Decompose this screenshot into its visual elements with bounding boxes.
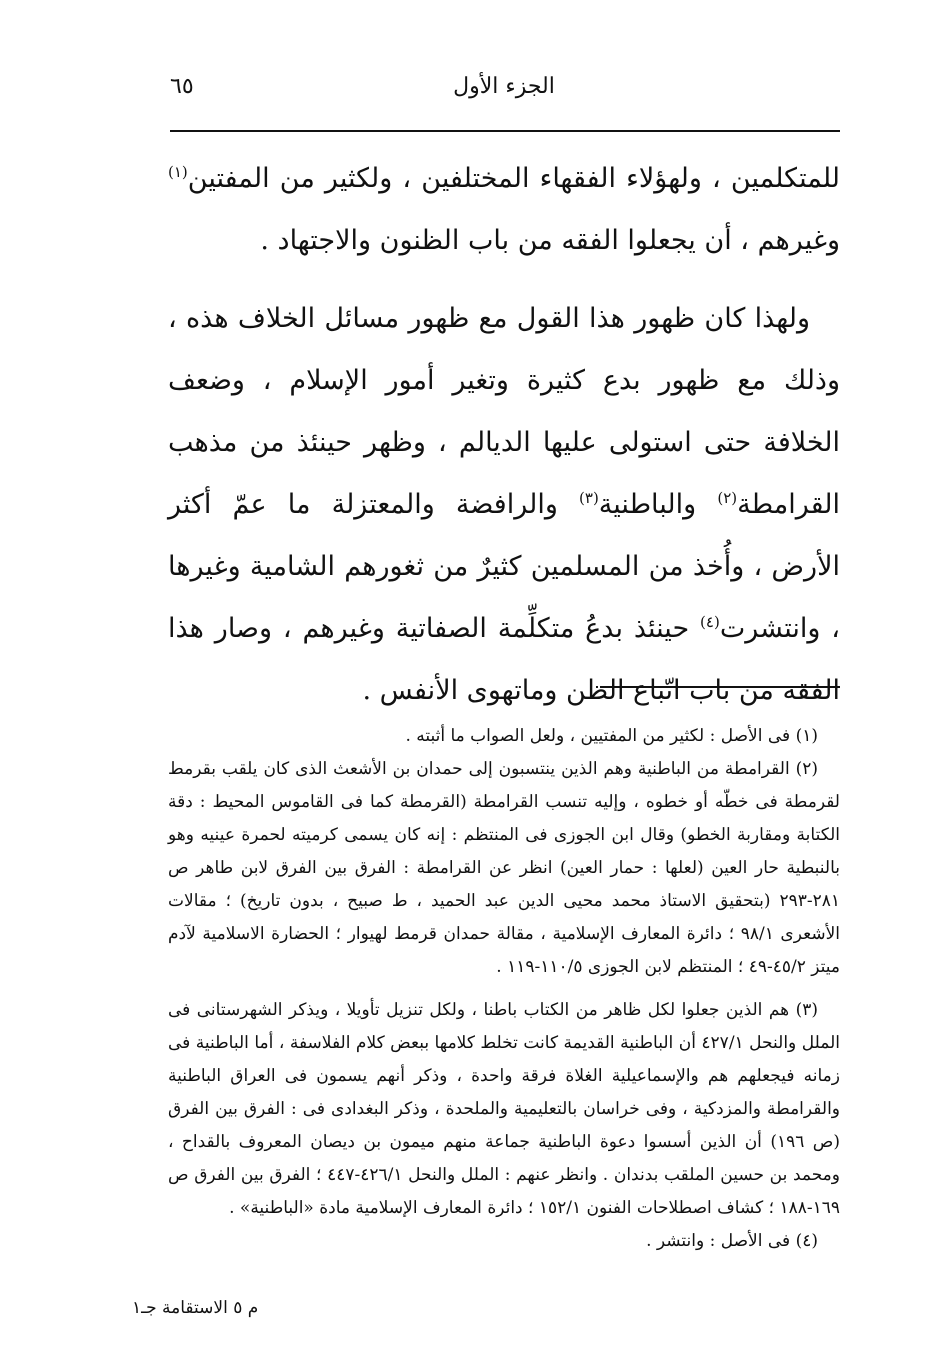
paragraph-2-text-d: حينئذ بدعُ متكلِّمة الصفاتية وغيرهم ، وصار هذا الفقه من باب اتّباع الظن وماتهوى الأنفس . xyxy=(168,613,840,706)
footnote-4: (٤) فى الأصل : وانتشر . xyxy=(646,1231,818,1251)
footnotes xyxy=(168,720,840,1258)
footnote-3: (٣) هم الذين جعلوا لكل ظاهر من الكتاب باطنا ، ولكل تنزيل تأويلا ، ويذكر الشهرستانى فى الملل والنحل ٤٢٧/١ أن الباطنية القديمة كانت تخلط كلامها ببعض كلام الفلاسفة ، أما الباطنية فى زمانه فيجعلهم هم والإسماعيلية الغلاة فرقة واحدة ، وذكر أنهم يسمون فى العراق الباطنية والقرامطة والمزدكية ، وفى خراسان بالتعليمية والملحدة ، وذكر البغدادى فى : الفرق بين الفرق (ص ١٩٦) أن الذين أسسوا دعوة الباطنية جماعة منهم ميمون بن ديصان المعروف بالقداح ، ومحمد بن حسين الملقب بدندان . وانظر عنهم : الملل والنحل ٤٢٦/١-٤٤٧ ؛ الفرق بين الفرق ص ١٦٩-١٨٨ ؛ كشاف اصطلاحات الفنون ١٥٢/١ ؛ دائرة المعارف الإسلامية مادة «الباطنية» . xyxy=(168,1000,840,1218)
footnote-2: (٢) القرامطة من الباطنية وهم الذين ينتسبون إلى حمدان بن الأشعث الذى كان يلقب بقرمط لقرمطة فى خطّه أو خطوه ، وإليه تنسب القرامطة (القرمطة كما فى القاموس المحيط : دقة الكتابة ومقاربة الخطو) وقال ابن الجوزى فى المنتظم : إنه كان يسمى كرميته لحمرة عينيه وهو بالنبطية حار العين (لعلها : حمار العين) انظر عن القرامطة : الفرق بين الفرق لابن طاهر ص ٢٨١-٢٩٣ (بتحقيق الاستاذ محمد محيى الدين عبد الحميد ، ط صبيح ، بدون تاريخ) ؛ مقالات الأشعرى ٩٨/١ ؛ دائرة المعارف الإسلامية ، مقالة حمدان قرمط لهيوار ؛ الحضارة الاسلامية لآدم ميتز ٤٥/٢-٤٩ ؛ المنتظم لابن الجوزى ١١٠/٥-١١٩ . xyxy=(168,759,840,977)
page-number: ٦٥ xyxy=(170,74,194,99)
footnote-rule xyxy=(600,686,840,688)
paragraph-1 xyxy=(168,148,840,272)
footnote-1: (١) فى الأصل : لكثير من المفتيين ، ولعل الصواب ما أثبته . xyxy=(405,726,818,746)
paragraph-2-text-c: والرافضة والمعتزلة ما عمّ أكثر الأرض ، وأُخذ من المسلمين كثيرٌ من ثغورهم الشامية وغيرها ، وانتشرت xyxy=(168,489,840,644)
footnote-ref-2: (٢) xyxy=(717,489,738,507)
main-text xyxy=(168,148,840,722)
header-rule xyxy=(170,130,840,132)
paragraph-2-text-a: ولهذا كان ظهور هذا القول مع ظهور مسائل الخلاف هذه ، وذلك مع ظهور بدع كثيرة وتغير أمور الإسلام ، وضعف الخلافة حتى استولى عليها الديالم ، وظهر حينئذ من مذهب القرامطة xyxy=(168,303,840,520)
footnote-ref-4: (٤) xyxy=(700,613,720,631)
paragraph-1-text-b: وغيرهم ، أن يجعلوا الفقه من باب الظنون والاجتهاد . xyxy=(260,225,840,256)
paragraph-2-text-b: والباطنية xyxy=(598,489,718,520)
signature-mark: م ٥ الاستقامة جـ١ xyxy=(132,1298,259,1318)
running-head xyxy=(168,70,840,110)
footnote-ref-3: (٣) xyxy=(579,489,599,507)
running-title: الجزء الأول xyxy=(453,74,555,99)
paragraph-1-text-a: للمتكلمين ، ولهؤلاء الفقهاء المختلفين ، ولكثير من المفتين xyxy=(187,163,840,194)
footnote-ref-1: (١) xyxy=(168,163,188,181)
paragraph-2 xyxy=(168,288,840,722)
